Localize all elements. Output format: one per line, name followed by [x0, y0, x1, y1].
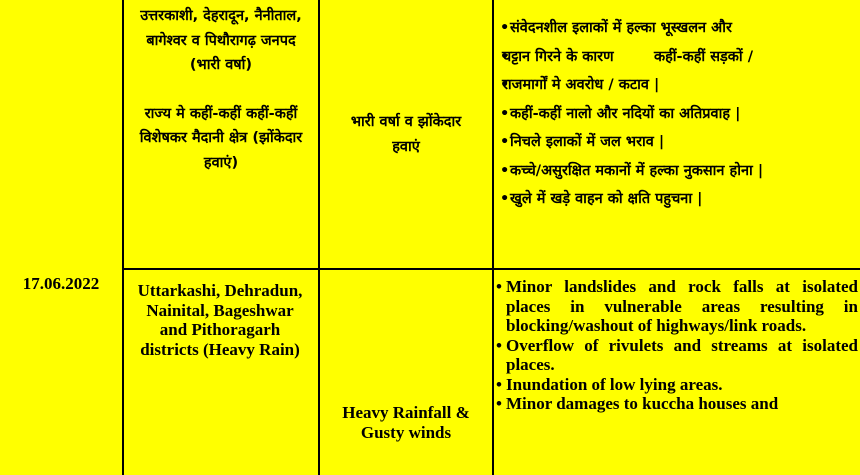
hindi-impact-item: • खुले में खड़े वाहन को क्षति पहुचना |	[500, 185, 856, 214]
hindi-impact-item: • कच्चे/असुरक्षित मकानों में हल्का नुकसान होना |	[500, 157, 856, 186]
english-districts-cell: Uttarkashi, Dehradun, Nainital, Bageshwar and Pithoragarh districts (Heavy Rain)	[137, 281, 303, 359]
hindi-impact-item: • कहीं-कहीं नालो और नदियों का अतिप्रवाह |	[500, 100, 856, 129]
date-cell: 17.06.2022	[22, 274, 100, 293]
column-divider	[492, 0, 494, 475]
english-impact-item: • Minor landslides and rock falls at isolated places in vulnerable areas resulting in blocking/washout of highways/link roads.	[496, 277, 858, 336]
english-impacts-list	[496, 277, 858, 414]
column-divider	[318, 0, 320, 475]
hindi-districts-cell	[126, 4, 316, 175]
hindi-impact-item: • संवेदनशील इलाकों में हल्का भूस्खलन और	[500, 14, 856, 43]
english-impact-item: • Overflow of rivulets and streams at isolated places.	[496, 336, 858, 375]
hindi-districts-text: उत्तरकाशी, देहरादून, नैनीताल, बागेश्वर व पिथौरागढ़ जनपद	[140, 8, 302, 49]
hindi-region-text: राज्य मे कहीं-कहीं कहीं-कहीं विशेषकर मैदानी क्षेत्र (झोंकेदार हवाएं)	[139, 105, 303, 171]
hindi-districts-label: (भारी वर्षा)	[189, 57, 253, 73]
english-impact-item: • Inundation of low lying areas.	[496, 375, 858, 395]
hindi-impact-item: • चट्टान गिरने के कारण कहीं-कहीं सड़कों /	[500, 43, 856, 72]
english-impact-item: • Minor damages to kuccha houses and	[496, 394, 858, 414]
hindi-impact-item: • राजमार्गों मे अवरोध / कटाव |	[500, 71, 856, 100]
hindi-impact-item: • निचले इलाकों में जल भराव |	[500, 128, 856, 157]
hindi-warning-cell: भारी वर्षा व झोंकेदार हवाएं	[350, 114, 462, 155]
column-divider	[122, 0, 124, 475]
english-warning-cell: Heavy Rainfall & Gusty winds	[342, 403, 470, 442]
row-divider	[122, 268, 860, 270]
hindi-impacts-list	[500, 14, 856, 214]
